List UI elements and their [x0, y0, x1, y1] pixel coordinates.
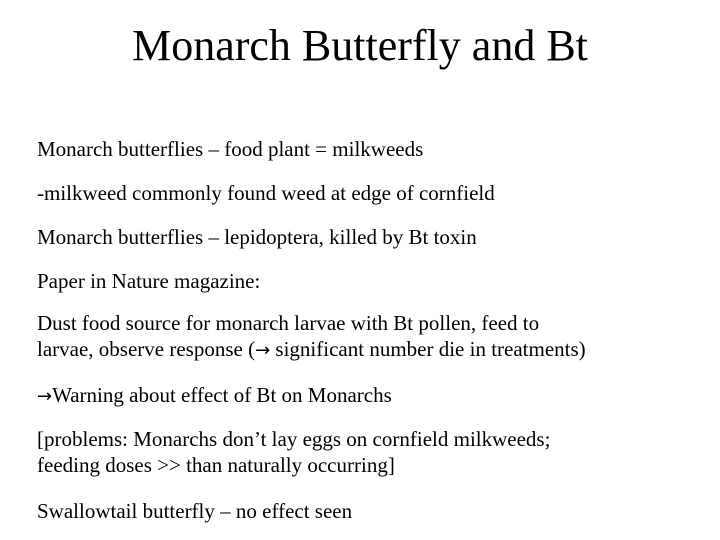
problems-line-1: [problems: Monarchs don’t lay eggs on cornfield milkweeds; — [37, 427, 551, 451]
paragraph-swallowtail: Swallowtail butterfly – no effect seen — [37, 499, 353, 523]
paragraph-nature-paper: Paper in Nature magazine: — [37, 269, 261, 293]
experiment-line-2 — [37, 336, 586, 364]
experiment-line-2-end: significant number die in treatments) — [270, 337, 586, 361]
paragraph-food-plant: Monarch butterflies – food plant = milkweeds — [37, 137, 424, 161]
problems-line-2: feeding doses >> than naturally occurring] — [37, 453, 395, 477]
experiment-line-2-start: larvae, observe response ( — [37, 337, 256, 361]
paragraph-experiment — [37, 310, 586, 364]
paragraph-problems — [37, 426, 550, 478]
arrow-right-icon: → — [255, 340, 271, 361]
experiment-line-1: Dust food source for monarch larvae with Bt pollen, feed to — [37, 311, 540, 335]
arrow-right-icon: → — [37, 386, 53, 407]
paragraph-milkweed-location: -milkweed commonly found weed at edge of cornfield — [37, 181, 495, 205]
slide-title: Monarch Butterfly and Bt — [132, 21, 588, 70]
paragraph-bt-toxin: Monarch butterflies – lepidoptera, killed by Bt toxin — [37, 225, 477, 249]
warning-text: Warning about effect of Bt on Monarchs — [52, 383, 392, 407]
paragraph-warning — [37, 382, 392, 410]
